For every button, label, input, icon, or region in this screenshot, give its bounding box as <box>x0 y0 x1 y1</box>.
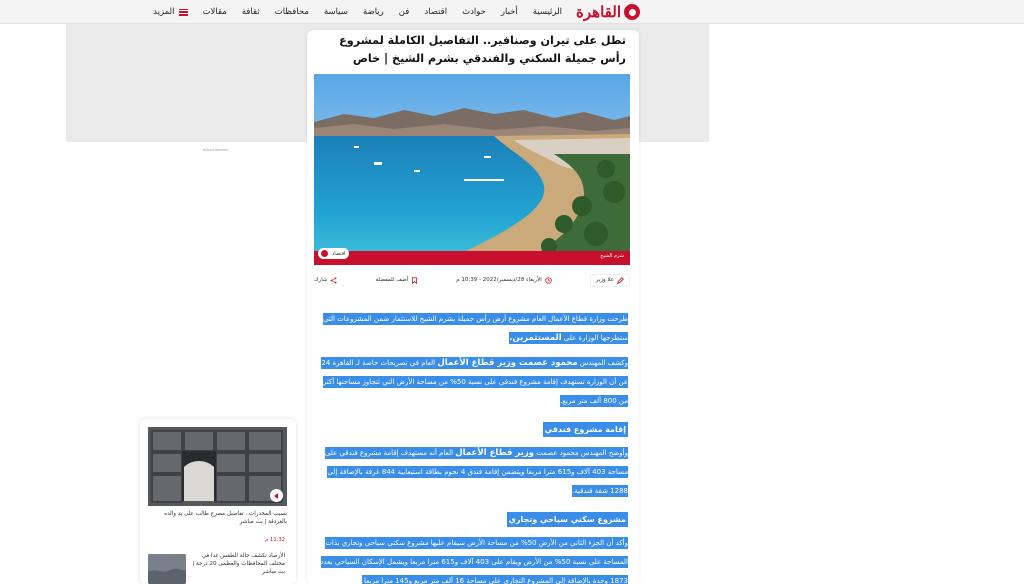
subheading-hotel-project: إقامة مشروع فندقي <box>316 417 628 436</box>
article-headline: تطل على تيران وصنافير.. التفاصيل الكاملة لمشروع رأس جميلة السكني والفندقي بشرم الشيخ | خاص <box>339 34 626 65</box>
menu-icon <box>179 9 188 16</box>
save-favorite-label: أضف للمفضلة <box>375 277 409 283</box>
paragraph-4: وأكد أن الجزء الثاني من الأرض 50% من مساحة الأرض سيقام عليها مشروع سكني سياحي وتجاري بذات المساحة على نسبة 50% من الأرض ويقام على 403 آلاف و615 مترا مربعا ويشمل الإسكان السياحي بعدد 1873 وحدة بالإضافة إلى المشروع التجاري على مساحة 16 ألف متر مربع و145 مترا مربعا. <box>316 534 628 584</box>
nav-item-home[interactable]: الرئيسية <box>532 7 563 17</box>
minister-link[interactable]: محمود عصمت وزير قطاع الأعمال <box>437 358 578 368</box>
hero-illustration <box>314 74 630 262</box>
article-hero-image[interactable] <box>314 74 630 262</box>
category-tag[interactable] <box>318 248 349 259</box>
investors-link[interactable]: المستثمرين. <box>509 333 562 343</box>
related-item-time-1: 11:32 م <box>265 537 285 543</box>
author-name: علا وزير <box>595 277 614 283</box>
related-item-title-2[interactable]: الأرصاد تكشف حالة الطقس غدا في مختلف المحافظات والعظمى 20 درجة | بث مباشر <box>192 553 285 575</box>
main-nav <box>153 7 562 17</box>
category-tag-label: اقتصاد <box>332 250 346 257</box>
author-chip[interactable] <box>590 274 630 287</box>
share-button[interactable] <box>314 277 337 284</box>
related-item-2[interactable] <box>148 552 287 584</box>
related-item-2-thumbnail[interactable] <box>148 554 186 584</box>
nav-item-news[interactable]: أخبار <box>500 7 518 17</box>
save-favorite-button[interactable] <box>376 277 419 284</box>
nav-more-button[interactable] <box>153 7 187 17</box>
pencil-icon <box>617 277 624 284</box>
share-label: شارك <box>314 277 328 283</box>
play-button[interactable] <box>270 489 283 502</box>
article-body <box>316 310 628 584</box>
navbar-inner <box>150 0 640 24</box>
nav-more-label: المزيد <box>153 7 175 17</box>
paragraph-2: وكشف المهندس محمود عصمت وزير قطاع الأعمال العام في تصريحات خاصة لـ القاهرة 24 عن أن الوزارة تستهدف إقامة مشروع فندقي على نسبة 50% من مساحة الأرض التي تتجاوز مساحتها أكثر من 800 ألف متر مربع. <box>321 358 628 405</box>
weather-thumbnail-illustration <box>148 554 186 584</box>
related-video-thumbnail[interactable] <box>148 427 287 506</box>
site-logo[interactable] <box>576 0 640 24</box>
paragraph-1: طرحت وزارة قطاع الأعمال العام مشروع أرض رأس جميلة بشرم الشيخ للاستثمار ضمن المشروعات التي ستطرحها الوزارة على المستثمرين. <box>322 315 628 343</box>
bookmark-icon <box>411 277 418 284</box>
paragraph-3: وأوضح المهندس محمود عصمت وزير قطاع الأعمال العام أنه مستهدف إقامة مشروع فندقي على مساحة 403 آلاف و615 مترا مربعا ويتضمن إقامة فندق 4 نجوم بطاقة استيعابية 844 غرفة بالإضافة إلى 1288 شقة فندقية. <box>324 448 628 495</box>
nav-item-culture[interactable]: ثقافة <box>241 7 260 17</box>
ad-slot-right[interactable] <box>639 24 709 142</box>
nav-item-accidents[interactable]: حوادث <box>462 7 486 17</box>
thumbnail-illustration <box>148 427 287 506</box>
tag-dot-icon <box>321 250 328 257</box>
play-icon <box>274 493 278 499</box>
nav-item-articles[interactable]: مقالات <box>202 7 227 17</box>
nav-item-art[interactable]: فن <box>398 7 410 17</box>
nav-item-governorates[interactable]: محافظات <box>274 7 309 17</box>
related-item-title-1[interactable]: بسبب المخدرات.. تفاصيل مصرع طالب على يد والده بالغردقة | بث مباشر <box>164 511 287 525</box>
ad-label: Advertisement <box>203 148 229 152</box>
ministry-link[interactable]: وزير قطاع الأعمال <box>455 448 535 458</box>
logo-mark-icon <box>624 4 640 20</box>
nav-item-sports[interactable]: رياضة <box>362 7 384 17</box>
share-icon <box>330 277 337 284</box>
logo-text: القاهرة <box>576 3 621 21</box>
nav-item-economy[interactable]: اقتصاد <box>424 7 448 17</box>
clock-icon <box>545 277 552 284</box>
publish-date <box>456 277 551 284</box>
article-meta <box>314 271 630 289</box>
hero-caption-bar <box>314 251 630 265</box>
subheading-residential-project: مشروع سكني سياحي وتجاري <box>316 507 628 526</box>
top-navbar <box>0 0 1024 24</box>
nav-item-politics[interactable]: سياسة <box>323 7 348 17</box>
hero-caption: شرم الشيخ <box>600 253 624 259</box>
ad-slot-left[interactable] <box>66 24 307 142</box>
publish-date-text: الأربعاء 28/ديسمبر/2022 - 10:39 م <box>456 277 542 283</box>
